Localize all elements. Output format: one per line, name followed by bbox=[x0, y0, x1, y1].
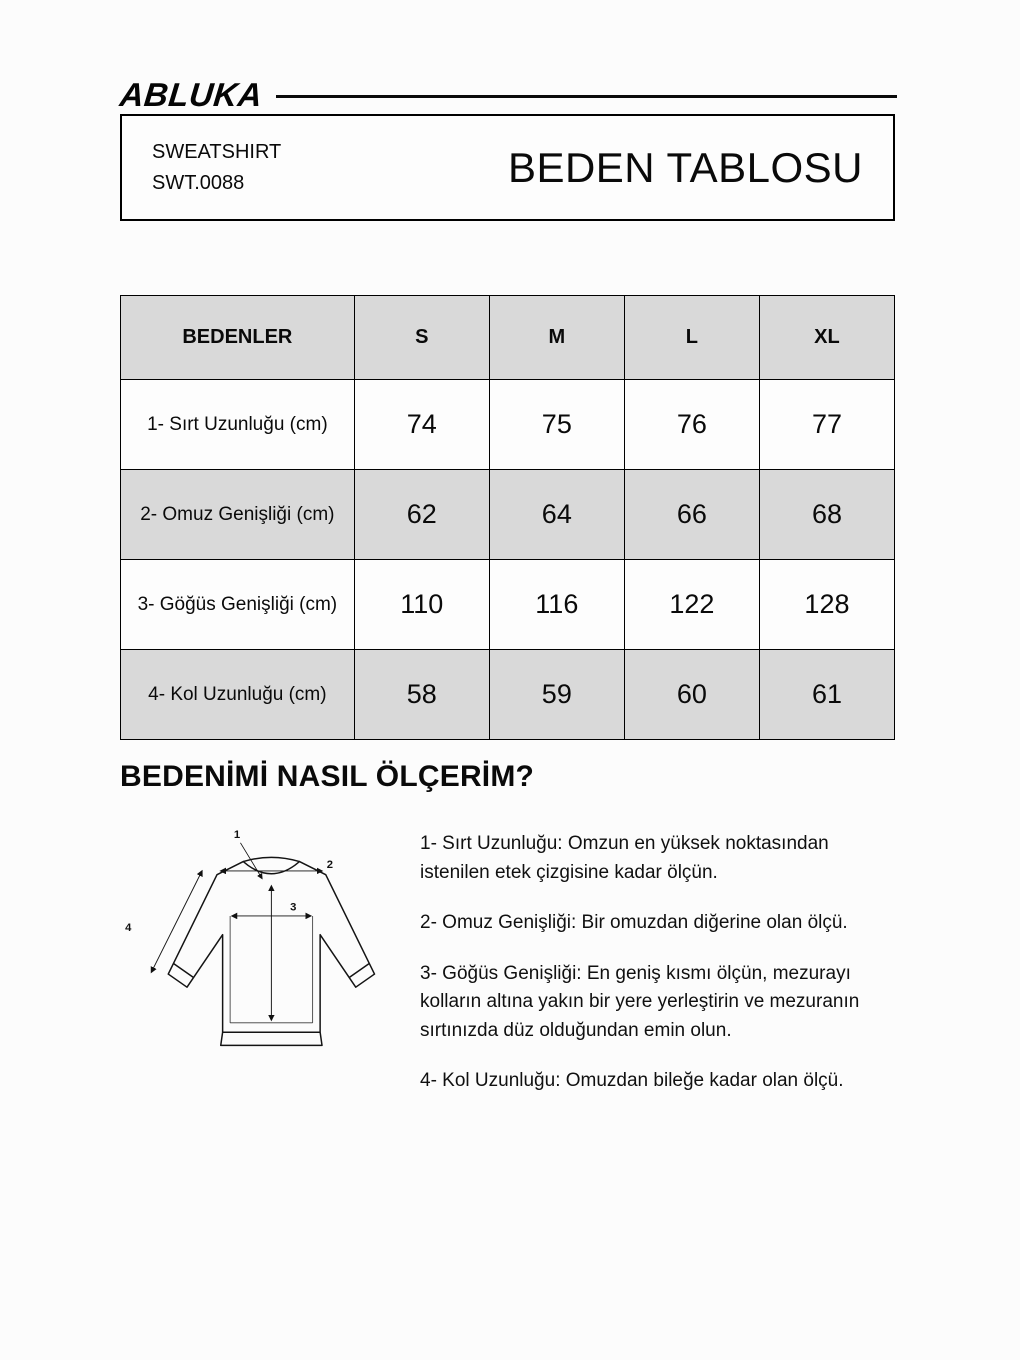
table-header-cell-m: M bbox=[489, 296, 624, 380]
row-label-cell: 4- Kol Uzunluğu (cm) bbox=[121, 650, 355, 740]
size-value-cell: 128 bbox=[759, 560, 894, 650]
size-value-cell: 61 bbox=[759, 650, 894, 740]
size-value-cell: 116 bbox=[489, 560, 624, 650]
size-value-cell: 66 bbox=[624, 470, 759, 560]
size-value-cell: 74 bbox=[354, 380, 489, 470]
sweatshirt-diagram bbox=[112, 824, 412, 1096]
size-value-cell: 76 bbox=[624, 380, 759, 470]
diagram-label-4: 4 bbox=[125, 921, 132, 934]
diagram-label-3: 3 bbox=[290, 901, 297, 914]
size-value-cell: 68 bbox=[759, 470, 894, 560]
size-table bbox=[120, 295, 895, 740]
sweatshirt-outline-drawing bbox=[112, 824, 412, 1096]
size-value-cell: 75 bbox=[489, 380, 624, 470]
instruction-sleeve-length: 4- Kol Uzunluğu: Omuzdan bileğe kadar olan ölçü. bbox=[420, 1070, 844, 1091]
brand-logo: ABLUKA bbox=[118, 76, 265, 113]
instruction-back-length: 1- Sırt Uzunluğu: Omzun en yüksek noktasından istenilen etek çizgisine kadar ölçün. bbox=[420, 833, 829, 883]
table-header-cell-sizes: BEDENLER bbox=[121, 296, 355, 380]
size-value-cell: 77 bbox=[759, 380, 894, 470]
size-value-cell: 122 bbox=[624, 560, 759, 650]
back-length-leader-line bbox=[240, 843, 262, 879]
measure-heading: BEDENİMİ NASIL ÖLÇERİM? bbox=[120, 760, 535, 793]
size-value-cell: 60 bbox=[624, 650, 759, 740]
measure-instructions bbox=[420, 830, 898, 1118]
size-value-cell: 58 bbox=[354, 650, 489, 740]
table-row-sleeve-length bbox=[121, 650, 895, 740]
size-chart-title: BEDEN TABLOSU bbox=[507, 143, 863, 191]
diagram-label-1: 1 bbox=[233, 829, 241, 842]
row-label-cell: 3- Göğüs Genişliği (cm) bbox=[121, 560, 355, 650]
table-row-shoulder-width bbox=[121, 470, 895, 560]
title-box bbox=[120, 114, 895, 221]
brand-header bbox=[120, 76, 897, 114]
table-header-row bbox=[121, 296, 895, 380]
size-value-cell: 64 bbox=[489, 470, 624, 560]
instruction-chest-width: 3- Göğüs Genişliği: En geniş kısmı ölçün, mezurayı kolların altına yakın bir yere yerleştirin ve mezuranın sırtınızda düz olduğundan emin olun. bbox=[420, 962, 860, 1041]
table-row-back-length bbox=[121, 380, 895, 470]
size-value-cell: 62 bbox=[354, 470, 489, 560]
product-code: SWT.0088 bbox=[152, 171, 245, 194]
diagram-label-2: 2 bbox=[326, 859, 333, 872]
size-value-cell: 110 bbox=[354, 560, 489, 650]
table-header-cell-l: L bbox=[624, 296, 759, 380]
table-row-chest-width bbox=[121, 560, 895, 650]
logo-divider-line bbox=[276, 95, 897, 98]
product-info bbox=[152, 137, 281, 199]
product-type: SWEATSHIRT bbox=[152, 140, 282, 163]
table-header-cell-xl: XL bbox=[759, 296, 894, 380]
size-value-cell: 59 bbox=[489, 650, 624, 740]
row-label-cell: 1- Sırt Uzunluğu (cm) bbox=[121, 380, 355, 470]
row-label-cell: 2- Omuz Genişliği (cm) bbox=[121, 470, 355, 560]
instruction-shoulder-width: 2- Omuz Genişliği: Bir omuzdan diğerine olan ölçü. bbox=[420, 912, 848, 933]
table-header-cell-s: S bbox=[354, 296, 489, 380]
